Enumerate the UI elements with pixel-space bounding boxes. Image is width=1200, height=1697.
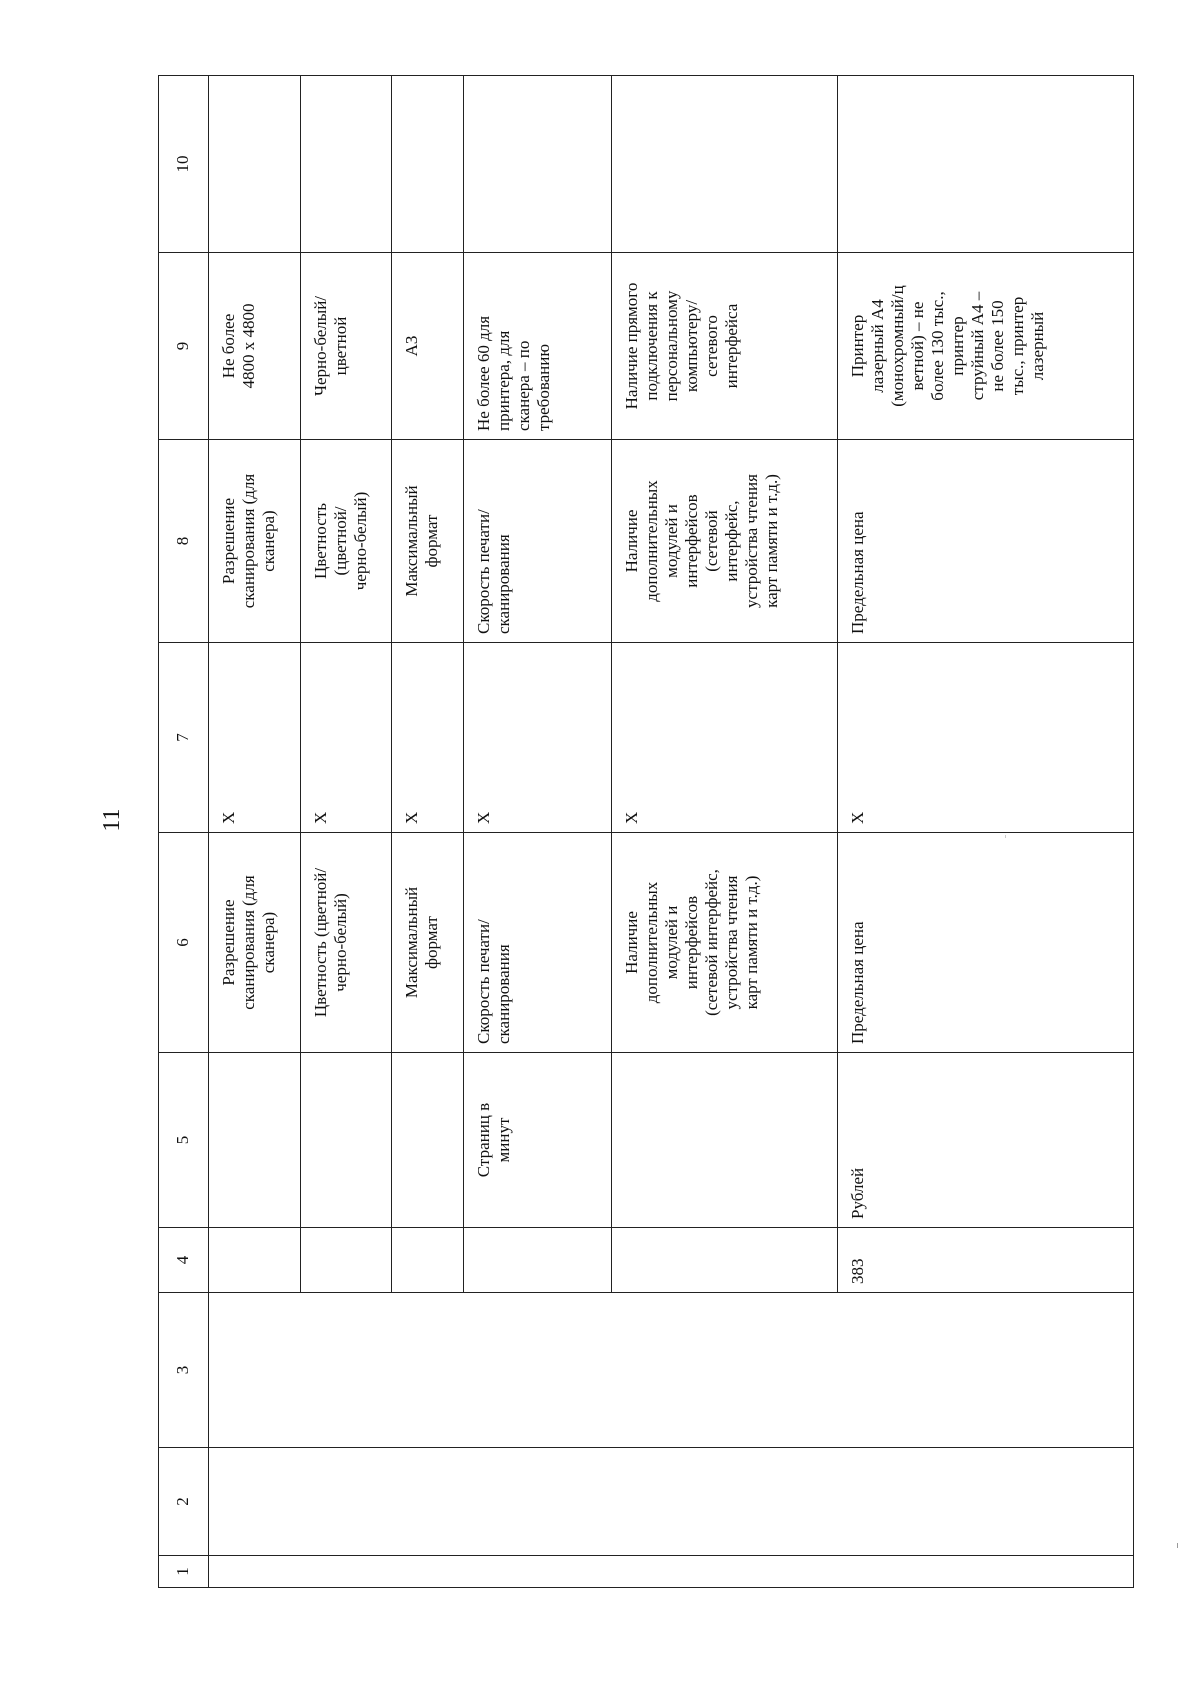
column-number: 6	[159, 833, 209, 1053]
table-cell	[838, 76, 1134, 253]
table-cell: Принтер лазерный А4 (монохромный/ц ветной) – не более 130 тыс., принтер струйный А4 – не более 150 тыс., принтер лазерный	[838, 253, 1134, 440]
table-cell: Максимальный формат	[392, 440, 464, 643]
column-number-row	[159, 76, 209, 1588]
column-number: 2	[159, 1448, 209, 1556]
scan-artifact	[1005, 835, 1006, 838]
column-number: 9	[159, 253, 209, 440]
table-cell	[301, 1053, 392, 1228]
table-cell	[209, 76, 301, 253]
table-cell: Разрешение сканирования (для сканера)	[209, 833, 301, 1053]
specification-table	[158, 75, 1134, 1588]
table-cell: Наличие дополнительных модулей и интерфейсов (сетевой интерфейс, устройства чтения карт памяти и т.д.)	[612, 833, 838, 1053]
table-cell: Страниц в минут	[464, 1053, 612, 1228]
table-cell: Не более 60 для принтера, для сканера – по требованию	[464, 253, 612, 440]
table-cell	[612, 1228, 838, 1293]
table-cell: Наличие прямого подключения к персональному компьютеру/ сетевого интерфейса	[612, 253, 838, 440]
table-cell: Максимальный формат	[392, 833, 464, 1053]
table-cell	[209, 1556, 1134, 1588]
column-number: 1	[159, 1556, 209, 1588]
table-cell	[209, 1053, 301, 1228]
table-cell: Скорость печати/ сканирования	[464, 833, 612, 1053]
table-cell	[464, 76, 612, 253]
column-number: 4	[159, 1228, 209, 1293]
table-cell: Х	[838, 643, 1134, 833]
table-cell	[209, 1293, 1134, 1448]
table-cell: Х	[392, 643, 464, 833]
table-cell	[209, 1228, 301, 1293]
table-cell	[209, 1448, 1134, 1556]
table-cell	[392, 1228, 464, 1293]
column-number: 8	[159, 440, 209, 643]
table-cell: Х	[464, 643, 612, 833]
table-cell: Предельная цена	[838, 440, 1134, 643]
table-cell	[392, 1053, 464, 1228]
table-cell: Разрешение сканирования (для сканера)	[209, 440, 301, 643]
table-cell: Не более 4800 х 4800	[209, 253, 301, 440]
column-number: 3	[159, 1293, 209, 1448]
column-number: 5	[159, 1053, 209, 1228]
table-cell: Х	[612, 643, 838, 833]
table-cell: Скорость печати/ сканирования	[464, 440, 612, 643]
table-row	[209, 76, 301, 1588]
table-cell: Х	[301, 643, 392, 833]
table-cell: Цветность (цветной/ черно-белый)	[301, 833, 392, 1053]
table-cell: Черно-белый/ цветной	[301, 253, 392, 440]
table-cell	[301, 1228, 392, 1293]
table-cell: Х	[209, 643, 301, 833]
column-number: 10	[159, 76, 209, 253]
table-cell	[612, 1053, 838, 1228]
table-cell: Цветность (цветной/ черно-белый)	[301, 440, 392, 643]
rotated-table-container	[158, 76, 1133, 1588]
table-cell	[301, 76, 392, 253]
table-cell	[392, 76, 464, 253]
table-cell	[612, 76, 838, 253]
page-number: 11	[99, 808, 125, 832]
table-cell: Наличие дополнительных модулей и интерфейсов (сетевой интерфейс, устройства чтения карт памяти и т.д.)	[612, 440, 838, 643]
table-cell	[464, 1228, 612, 1293]
column-number: 7	[159, 643, 209, 833]
table-cell: Предельная цена	[838, 833, 1134, 1053]
table-cell: А3	[392, 253, 464, 440]
scan-artifact	[1177, 1543, 1178, 1548]
table-cell: Рублей	[838, 1053, 1134, 1228]
table-cell: 383	[838, 1228, 1134, 1293]
